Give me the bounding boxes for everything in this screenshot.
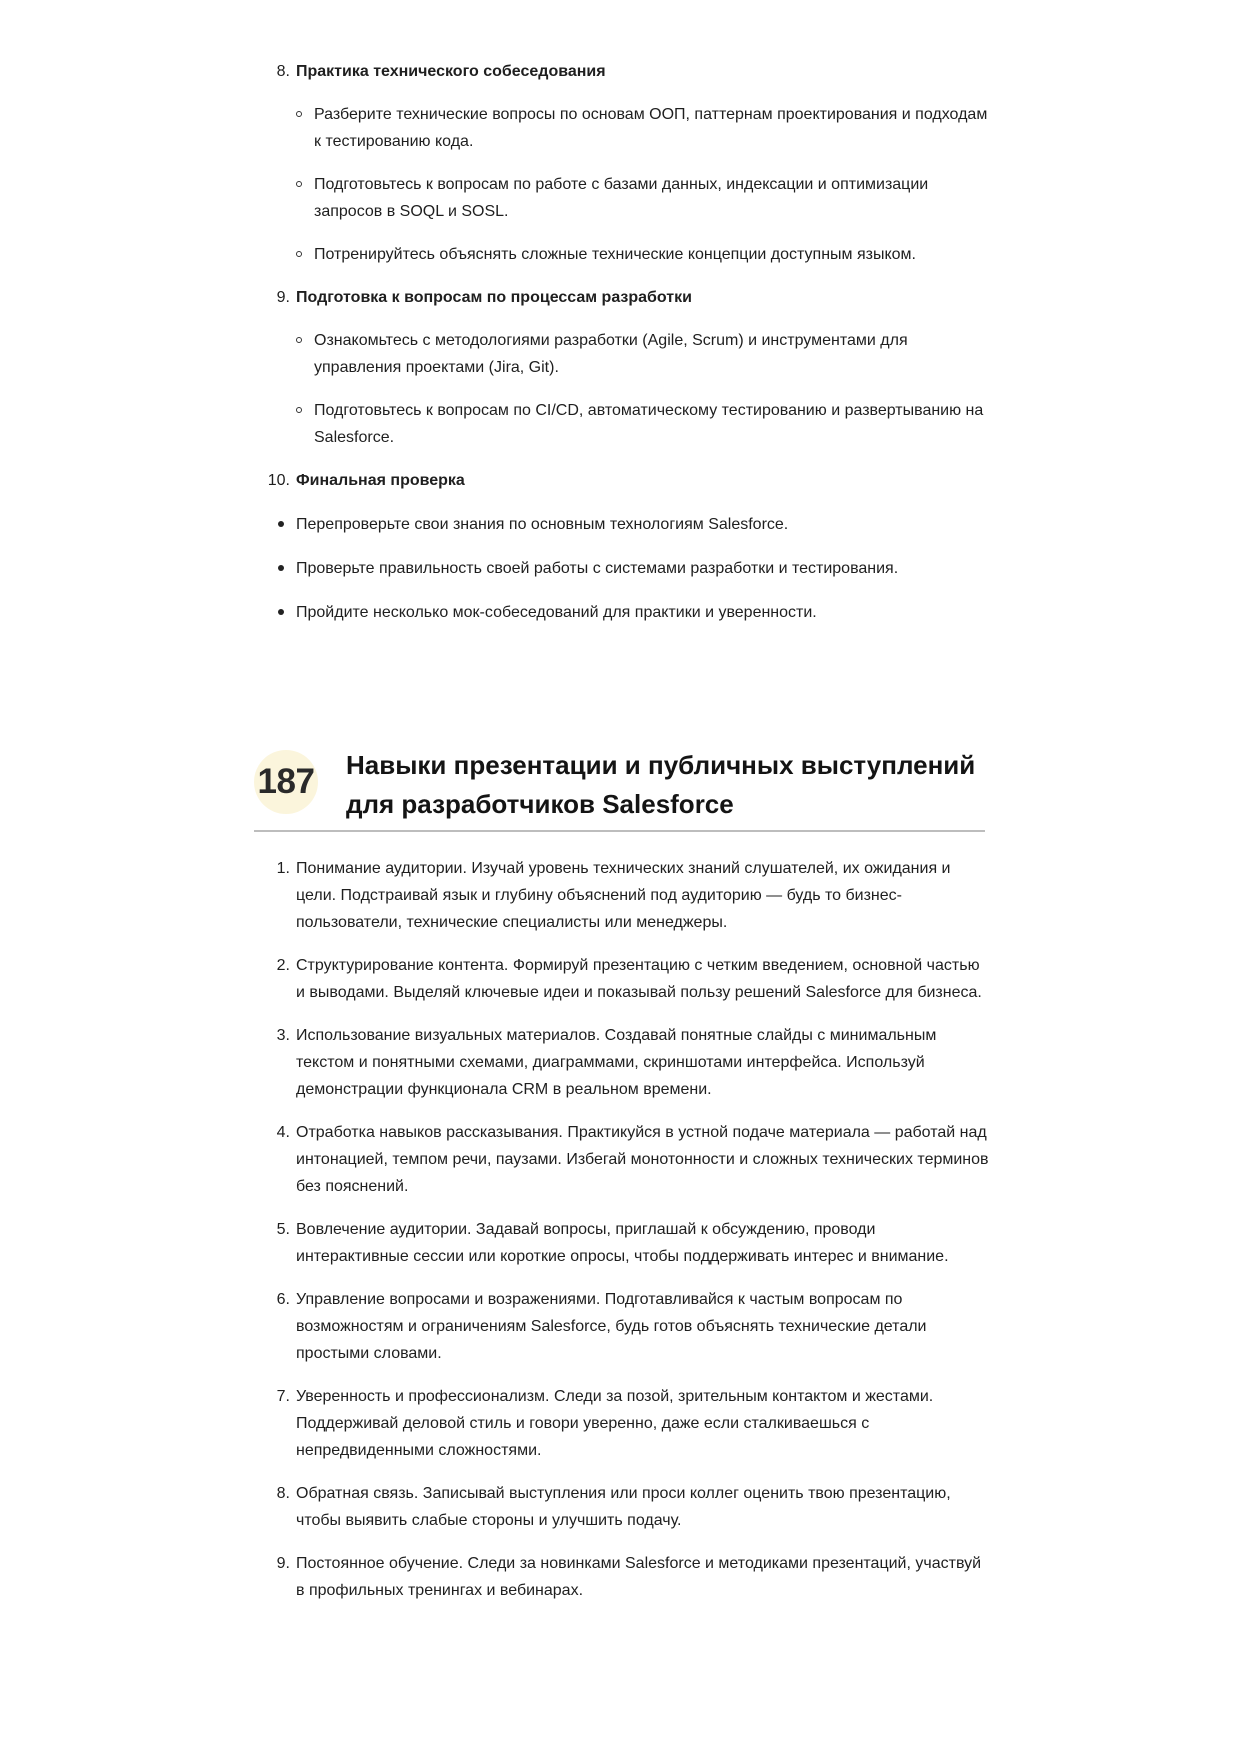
list-item [272, 855, 992, 936]
section-content-list [272, 855, 992, 1620]
item-text: Постоянное обучение. Следи за новинками Salesforce и методиками презентаций, участвуй в профильных тренингах и вебинарах. [296, 1555, 982, 1599]
sub-list-item [272, 327, 992, 381]
sub-item-text: Потренируйтесь объяснять сложные технические концепции доступным языком. [314, 246, 916, 263]
list-item [272, 1022, 992, 1103]
sub-item-text: Подготовьтесь к вопросам по работе с базами данных, индексации и оптимизации запросов в SOQL и SOSL. [314, 176, 929, 220]
item-number: 1. [276, 860, 290, 877]
item-text: Обратная связь. Записывай выступления или проси коллег оценить твою презентацию, чтобы выявить слабые стороны и улучшить подачу. [296, 1485, 951, 1529]
bullet-text: Перепроверьте свои знания по основным технологиям Salesforce. [296, 516, 789, 533]
section-header [254, 746, 985, 832]
list-item [272, 1383, 992, 1464]
sub-item-text: Разберите технические вопросы по основам ООП, паттернам проектирования и подходам к тестированию кода. [314, 106, 988, 150]
item-text: Уверенность и профессионализм. Следи за позой, зрительным контактом и жестами. Поддерживай деловой стиль и говори уверенно, даже если сталкиваешься с непредвиденными сложностями. [296, 1388, 934, 1459]
circle-bullet-icon [296, 111, 302, 117]
disc-bullet-icon [278, 565, 284, 571]
item-text: Вовлечение аудитории. Задавай вопросы, приглашай к обсуждению, проводи интерактивные сессии или короткие опросы, чтобы поддерживать интерес и внимание. [296, 1221, 949, 1265]
item-text: Понимание аудитории. Изучай уровень технических знаний слушателей, их ожидания и цели. Подстраивай язык и глубину объяснений под аудиторию — будь то бизнес-пользователи, технические специалисты или менеджеры. [296, 860, 951, 931]
item-text: Использование визуальных материалов. Создавай понятные слайды с минимальным текстом и понятными схемами, диаграммами, скриншотами интерфейса. Используй демонстрации функционала CRM в реальном времени. [296, 1027, 937, 1098]
list-item [272, 1550, 992, 1604]
list-item [272, 58, 992, 268]
disc-bullet-icon [278, 609, 284, 615]
disc-bullet-icon [278, 521, 284, 527]
list-item [267, 467, 992, 494]
list-item [272, 511, 992, 538]
sub-list-item [272, 397, 992, 451]
sub-item-text: Ознакомьтесь с методологиями разработки (Agile, Scrum) и инструментами для управления проектами (Jira, Git). [314, 332, 908, 376]
circle-bullet-icon [296, 251, 302, 257]
prep-steps-list [267, 58, 992, 510]
sub-list [272, 101, 992, 268]
list-item [272, 1216, 992, 1270]
item-title: Практика технического собеседования [296, 63, 606, 80]
sub-list-item [272, 241, 992, 268]
list-item [272, 555, 992, 582]
item-text: Отработка навыков рассказывания. Практикуйся в устной подаче материала — работай над интонацией, темпом речи, паузами. Избегай монотонности и сложных технических терминов без пояснений. [296, 1124, 989, 1195]
item-number: 2. [276, 957, 290, 974]
list-item [272, 1119, 992, 1200]
sub-list-item [272, 101, 992, 155]
sub-list [272, 327, 992, 451]
item-number: 9. [276, 289, 290, 306]
list-item [272, 1286, 992, 1367]
sub-item-text: Подготовьтесь к вопросам по CI/CD, автоматическому тестированию и развертыванию на Salesforce. [314, 402, 984, 446]
item-title: Финальная проверка [296, 472, 465, 489]
item-number: 7. [276, 1388, 290, 1405]
circle-bullet-icon [296, 181, 302, 187]
item-number: 8. [276, 63, 290, 80]
circle-bullet-icon [296, 407, 302, 413]
bullet-text: Проверьте правильность своей работы с системами разработки и тестирования. [296, 560, 899, 577]
sub-list-item [272, 171, 992, 225]
item-number: 3. [276, 1027, 290, 1044]
list-item [272, 284, 992, 451]
item-text: Структурирование контента. Формируй презентацию с четким введением, основной частью и выводами. Выделяй ключевые идеи и показывай пользу решений Salesforce для бизнеса. [296, 957, 982, 1001]
section-number-badge: 187 [254, 750, 318, 814]
item-number: 9. [276, 1555, 290, 1572]
bullet-text: Пройдите несколько мок-собеседований для практики и уверенности. [296, 604, 817, 621]
item-number: 8. [276, 1485, 290, 1502]
item-number: 4. [276, 1124, 290, 1141]
list-item [272, 599, 992, 626]
item-number: 5. [276, 1221, 290, 1238]
final-check-list [272, 511, 992, 643]
circle-bullet-icon [296, 337, 302, 343]
item-title: Подготовка к вопросам по процессам разработки [296, 289, 692, 306]
item-number: 10. [267, 472, 290, 489]
list-item [272, 952, 992, 1006]
section-title: Навыки презентации и публичных выступлений для разработчиков Salesforce [346, 750, 976, 819]
item-text: Управление вопросами и возражениями. Подготавливайся к частым вопросам по возможностям и ограничениям Salesforce, будь готов объяснять технические детали простыми словами. [296, 1291, 927, 1362]
list-item [272, 1480, 992, 1534]
item-number: 6. [276, 1291, 290, 1308]
